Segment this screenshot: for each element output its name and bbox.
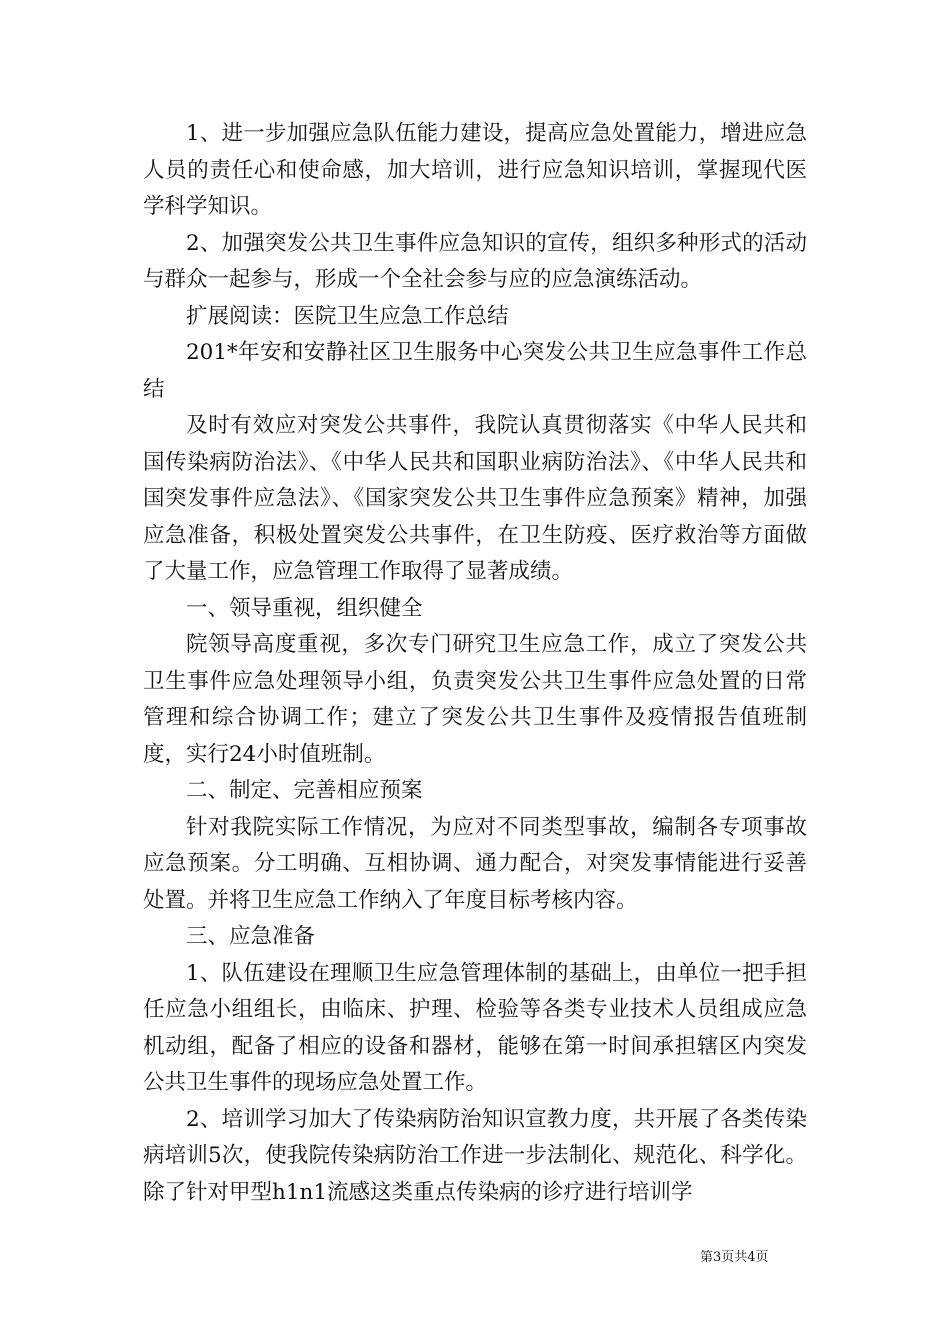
intro-paragraph: 及时有效应对突发公共事件，我院认真贯彻落实《中华人民共和国传染病防治法》、《中华人民共和国职业病防治法》、《中华人民共和国突发事件应急法》、《国家突发公共卫生事件应急预案》精神，加强应急准备，积极处置突发公共事件，在卫生防疫、医疗救治等方面做了大量工作，应急管理工作取得了显著成绩。	[143, 413, 807, 584]
section-2-paragraph: 针对我院实际工作情况，为应对不同类型事故，编制各专项事故应急预案。分工明确、互相协调、通力配合，对突发事情能进行妥善处置。并将卫生应急工作纳入了年度目标考核内容。	[143, 814, 807, 913]
section-heading-2: 二、制定、完善相应预案	[186, 778, 423, 803]
paragraph-item-2: 2、加强突发公共卫生事件应急知识的宣传，组织多种形式的活动与群众一起参与，形成一个全社会参与应的应急演练活动。	[143, 230, 807, 292]
section-3-item-1: 1、队伍建设在理顺卫生应急管理体制的基础上，由单位一把手担任应急小组组长，由临床、护理、检验等各类专业技术人员组成应急机动组，配备了相应的设备和器材，能够在第一时间承担辖区内突发公共卫生事件的现场应急处置工作。	[143, 960, 807, 1095]
section-heading-1: 一、领导重视，组织健全	[186, 595, 423, 621]
document-body	[143, 116, 807, 1211]
page-number-footer: 第3页共4页	[700, 1250, 769, 1265]
paragraph-item-1: 1、进一步加强应急队伍能力建设，提高应急处置能力，增进应急人员的责任心和使命感，加大培训，进行应急知识培训，掌握现代医学科学知识。	[143, 121, 807, 219]
extended-reading-heading: 扩展阅读：医院卫生应急工作总结	[186, 303, 509, 329]
report-title: 201*年安和安静社区卫生服务中心突发公共卫生应急事件工作总结	[143, 340, 807, 402]
section-1-paragraph: 院领导高度重视，多次专门研究卫生应急工作，成立了突发公共卫生事件应急处理领导小组，负责突发公共卫生事件应急处置的日常管理和综合协调工作；建立了突发公共卫生事件及疫情报告值班制度，实行24小时值班制。	[143, 632, 807, 767]
section-3-item-2: 2、培训学习加大了传染病防治知识宣教力度，共开展了各类传染病培训5次，使我院传染病防治工作进一步法制化、规范化、科学化。除了针对甲型h1n1流感这类重点传染病的诊疗进行培训学	[143, 1106, 807, 1205]
section-heading-3: 三、应急准备	[186, 924, 316, 949]
